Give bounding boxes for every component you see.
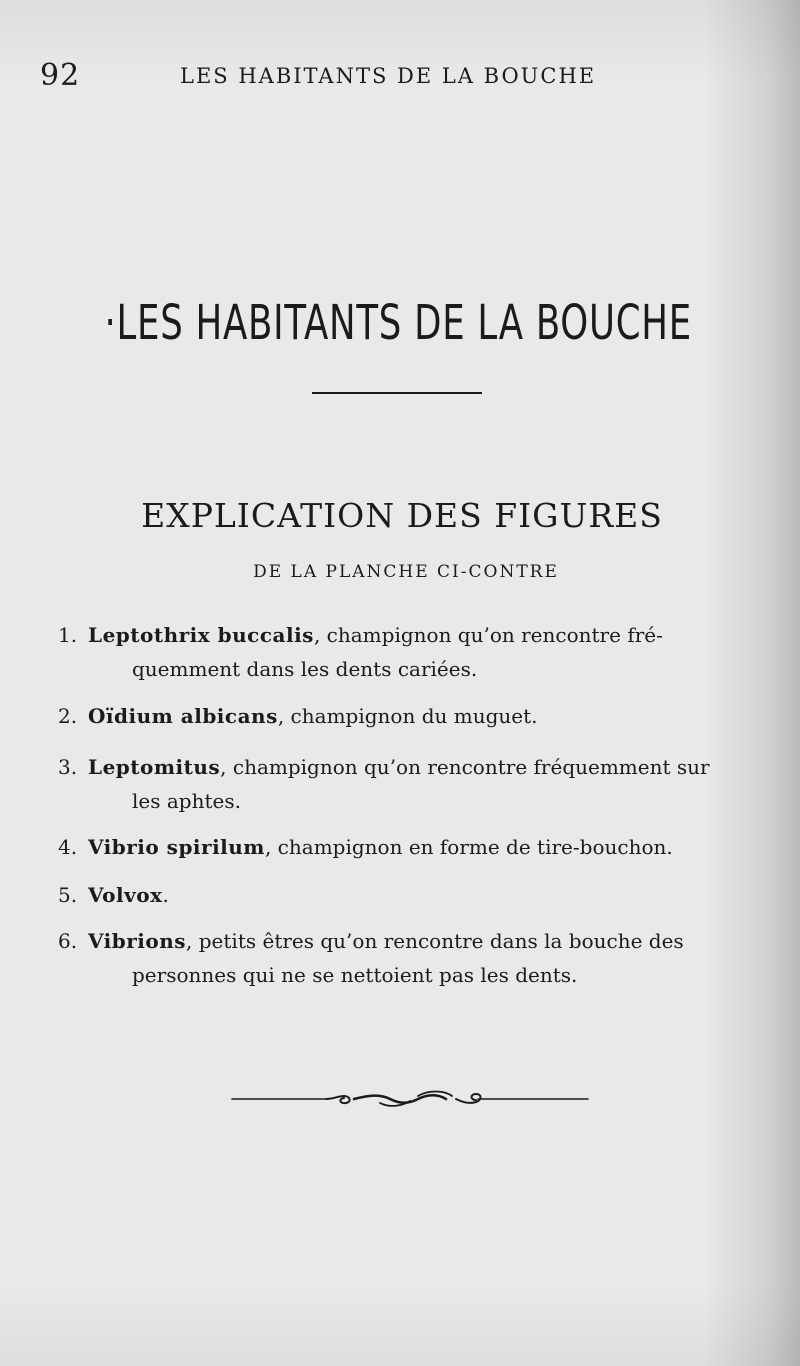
figure-item-name: Volvox <box>88 883 163 907</box>
figure-item-description: , champignon du muguet. <box>277 704 538 728</box>
figure-item-name: Leptothrix buccalis <box>88 623 314 647</box>
figure-item-name: Oïdium albicans <box>88 704 278 728</box>
page-number: 92 <box>40 58 81 93</box>
figure-item-number: 6. <box>58 929 78 953</box>
figure-item-number: 3. <box>58 755 78 779</box>
figure-item-number: 4. <box>58 835 78 859</box>
figure-item-4 <box>58 830 758 864</box>
figure-item-6 <box>58 924 758 992</box>
scroll-tailpiece-icon <box>230 1084 590 1114</box>
section-title: EXPLICATION DES FIGURES <box>141 496 663 535</box>
figure-item-name: Vibrions <box>88 929 187 953</box>
figure-item-continuation: personnes qui ne se nettoient pas les dents. <box>132 963 578 987</box>
figure-item-6-line-1 <box>58 924 748 958</box>
figure-item-number: 5. <box>58 883 78 907</box>
figure-item-continuation: les aphtes. <box>132 789 241 813</box>
figure-item-description: , champignon qu’on rencontre fré- <box>313 623 663 647</box>
figure-item-number: 2. <box>58 704 78 728</box>
figure-item-1 <box>58 618 758 686</box>
figure-item-3 <box>58 750 758 818</box>
running-title: LES HABITANTS DE LA BOUCHE <box>180 64 597 88</box>
figure-item-name: Vibrio spirilum <box>88 835 265 859</box>
figure-item-description: , petits êtres qu’on rencontre dans la bouche des <box>186 929 684 953</box>
figure-item-description: , champignon qu’on rencontre fréquemment sur <box>220 755 710 779</box>
main-title: ·LES HABITANTS DE LA BOUCHE <box>104 295 692 351</box>
figure-item-name: Leptomitus <box>88 755 221 779</box>
figure-item-description: , champignon en forme de tire-bouchon. <box>264 835 673 859</box>
figure-item-2 <box>58 699 758 733</box>
figure-item-description: . <box>162 883 169 907</box>
figure-item-5 <box>58 878 758 912</box>
figure-item-continuation: quemment dans les dents cariées. <box>132 657 478 681</box>
figure-item-3-line-1 <box>58 750 748 784</box>
figure-item-1-line-1 <box>58 618 748 652</box>
section-subtitle: DE LA PLANCHE CI-CONTRE <box>253 562 559 582</box>
figure-item-number: 1. <box>58 623 78 647</box>
